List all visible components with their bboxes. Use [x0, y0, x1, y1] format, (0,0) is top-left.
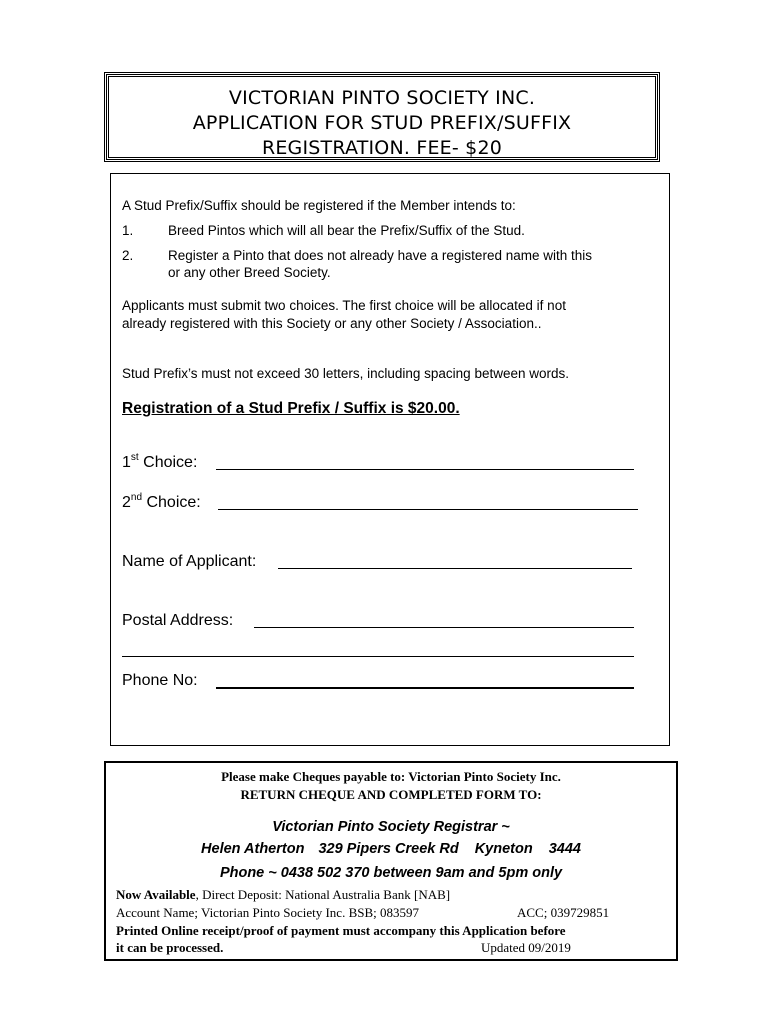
first-choice-input[interactable] [216, 469, 634, 470]
return-instruction-text: RETURN CHEQUE AND COMPLETED FORM TO: [240, 787, 542, 802]
title-box [106, 74, 658, 160]
list-item-number: 2. [122, 248, 134, 263]
postal-address-input[interactable] [254, 627, 634, 628]
second-choice-label: 2nd Choice: [122, 492, 201, 511]
list-item-text: Register a Pinto that does not already have a registered name with this [168, 248, 592, 263]
registrar-postcode: 3444 [548, 841, 581, 857]
list-item-text: Breed Pintos which will all bear the Prefix/Suffix of the Stud. [168, 223, 525, 238]
registrar-name: Helen Atherton [201, 841, 305, 857]
list-item-number: 1. [122, 223, 134, 238]
second-choice-input[interactable] [218, 509, 638, 510]
list-item-text-cont: or any other Breed Society. [168, 265, 331, 280]
title-fee: REGISTRATION. FEE- $20 [261, 137, 503, 159]
registrar-town: Kyneton [474, 841, 533, 857]
choices-text-cont: already registered with this Society or any other Society / Association.. [122, 316, 542, 331]
updated-date: Updated 09/2019 [481, 940, 571, 955]
cheques-payable-text: Please make Cheques payable to: Victorian Pinto Society Inc. [221, 769, 561, 784]
applicant-name-input[interactable] [278, 568, 632, 569]
registrar-phone: Phone ~ 0438 502 370 between 9am and 5pm only [219, 865, 563, 881]
first-choice-label: 1st Choice: [122, 452, 198, 471]
account-number-text: ACC; 039729851 [517, 905, 610, 920]
intro-text: A Stud Prefix/Suffix should be registered if the Member intends to: [122, 198, 516, 213]
fee-heading: Registration of a Stud Prefix / Suffix is $20.00. [122, 400, 460, 417]
applicant-name-label: Name of Applicant: [122, 553, 257, 570]
postal-address-input-line2[interactable] [122, 656, 634, 657]
title-society: VICTORIAN PINTO SOCIETY INC. [228, 87, 536, 109]
limit-text: Stud Prefix’s must not exceed 30 letters, including spacing between words. [122, 366, 569, 381]
registrar-title: Victorian Pinto Society Registrar ~ [272, 819, 510, 835]
phone-label: Phone No: [122, 672, 198, 689]
choices-text: Applicants must submit two choices. The first choice will be allocated if not [122, 298, 566, 313]
phone-input[interactable] [216, 687, 634, 689]
registrar-street: 329 Pipers Creek Rd [318, 841, 459, 857]
receipt-notice: Printed Online receipt/proof of payment must accompany this Application before [116, 923, 566, 938]
postal-address-label: Postal Address: [122, 612, 234, 629]
account-name-text: Account Name; Victorian Pinto Society Inc. BSB; 083597 [116, 905, 419, 920]
direct-deposit-text: Now Available, Direct Deposit: National Australia Bank [NAB] [116, 887, 451, 902]
receipt-notice-cont: it can be processed. [116, 940, 224, 955]
title-application: APPLICATION FOR STUD PREFIX/SUFFIX [192, 112, 572, 134]
registrar-address [106, 841, 676, 857]
